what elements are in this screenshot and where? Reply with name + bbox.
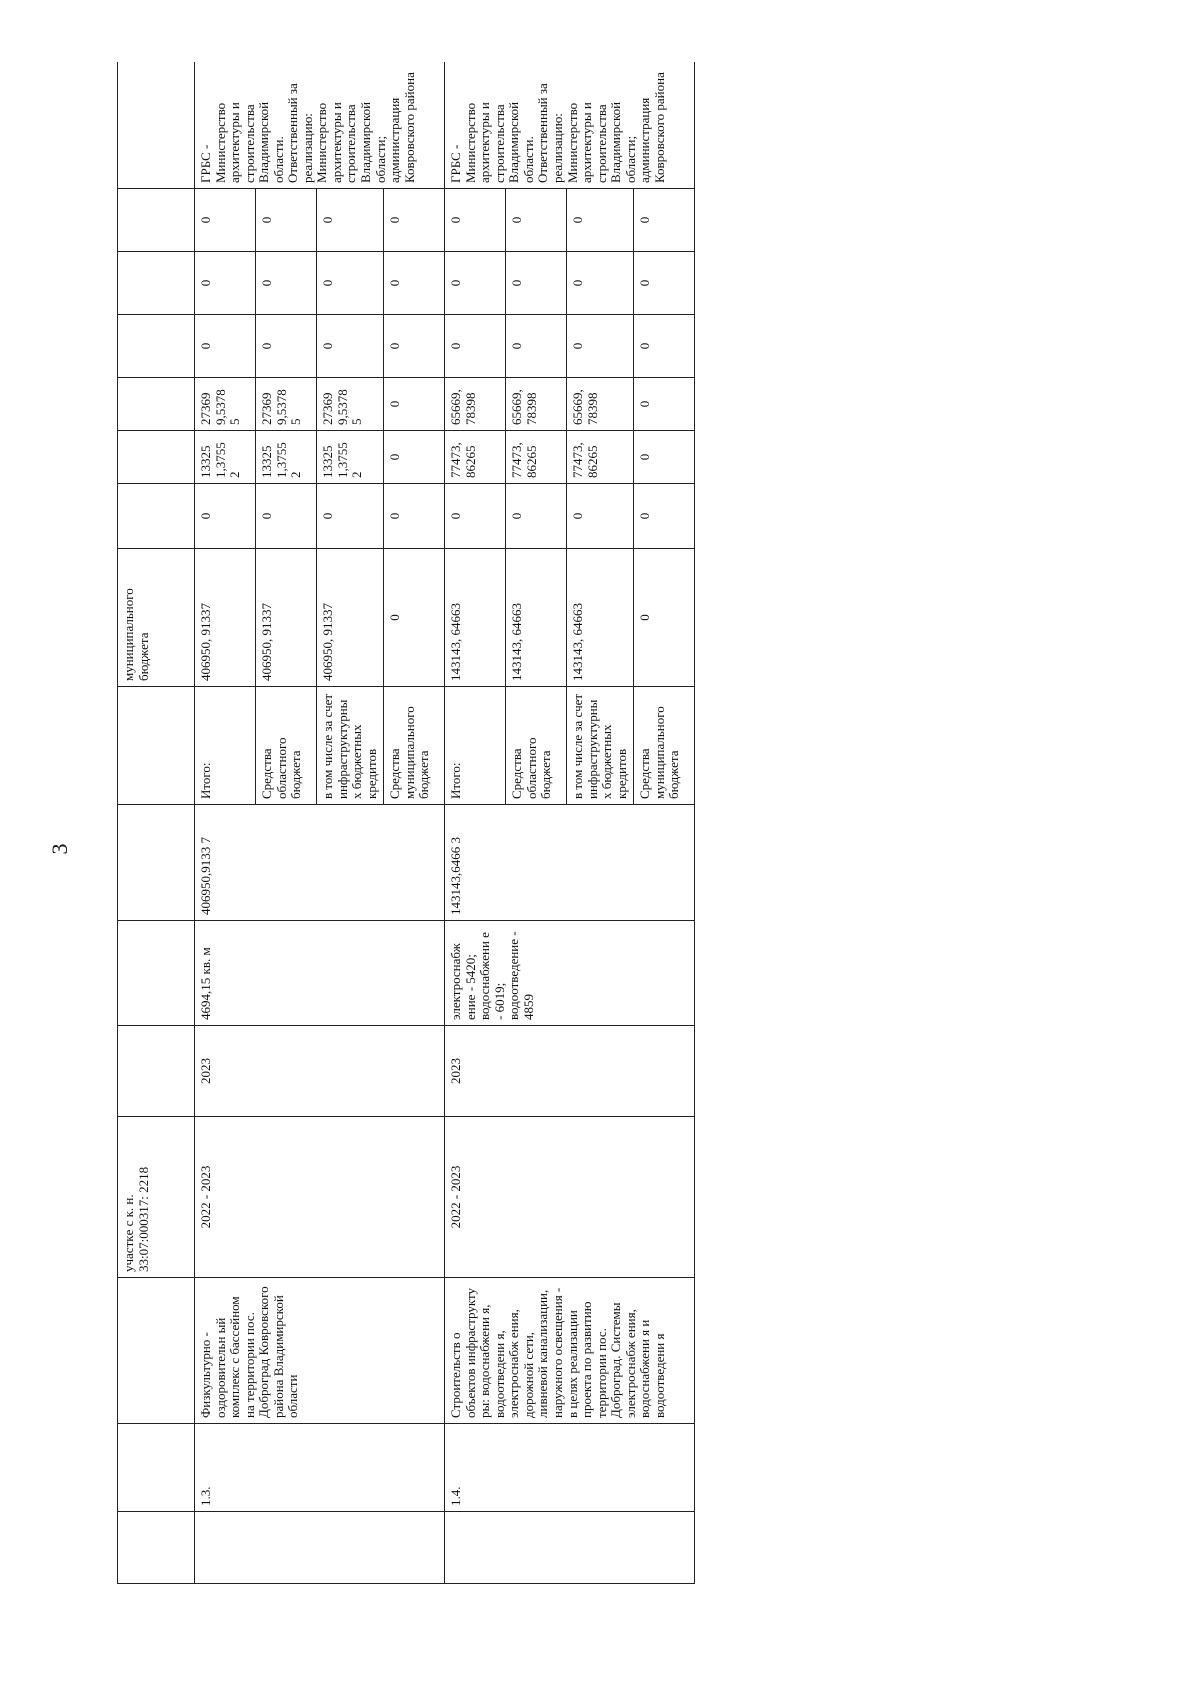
value-2021: 0 <box>445 484 506 549</box>
value-2023: 0 <box>634 378 695 431</box>
table-row <box>445 62 506 1584</box>
object-name: Физкультурно - оздоровительн ый комплекс с бассейном на территории пос. Доброград Ковровского района Владимирской области <box>195 1278 445 1424</box>
table-cell <box>118 315 195 378</box>
value-2024: 0 <box>506 315 567 378</box>
location-cell: участкe с к. н. 33:07:000317: 2218 <box>118 1117 195 1278</box>
table-cell <box>118 484 195 549</box>
value-2023: 65669, 78398 <box>567 378 634 431</box>
value-2022: 13325 1,3755 2 <box>195 431 256 484</box>
period-cell: 2022 - 2023 <box>195 1117 445 1278</box>
value-2024: 0 <box>195 315 256 378</box>
value-2021: 0 <box>634 484 695 549</box>
value-2026: 0 <box>567 189 634 252</box>
header-continuation-row <box>118 62 195 1584</box>
cost-cell: 406950,9133 7 <box>195 805 445 921</box>
value-2021: 0 <box>195 484 256 549</box>
value-2024: 0 <box>567 315 634 378</box>
spacer-cell <box>195 1512 445 1584</box>
program-table <box>117 62 695 1584</box>
value-2024: 0 <box>256 315 317 378</box>
value-2024: 0 <box>445 315 506 378</box>
value-2026: 0 <box>506 189 567 252</box>
rotated-table-container <box>117 62 1090 1584</box>
year-cell: 2023 <box>445 1026 695 1117</box>
total-value: 143143, 64663 <box>445 549 506 687</box>
value-2023: 27369 9,5378 5 <box>256 378 317 431</box>
capacity-cell: 4694,15 кв. м <box>195 921 445 1026</box>
table-cell <box>118 252 195 315</box>
value-2022: 77473, 86265 <box>567 431 634 484</box>
value-2025: 0 <box>506 252 567 315</box>
value-2021: 0 <box>567 484 634 549</box>
value-2023: 27369 9,5378 5 <box>195 378 256 431</box>
source-label: Средства муниципального бюджета <box>384 687 445 805</box>
source-label: Итого: <box>445 687 506 805</box>
total-value: 406950, 91337 <box>317 549 384 687</box>
value-2026: 0 <box>256 189 317 252</box>
spacer-cell <box>445 1512 695 1584</box>
source-label: в том числе за счет инфраструктурны х бюджетных кредитов <box>567 687 634 805</box>
table-cell <box>118 378 195 431</box>
value-2025: 0 <box>634 252 695 315</box>
table-cell <box>118 1512 195 1584</box>
value-2021: 0 <box>256 484 317 549</box>
table-cell <box>118 62 195 189</box>
value-2026: 0 <box>445 189 506 252</box>
value-2021: 0 <box>506 484 567 549</box>
cost-cell: 143143,6466 3 <box>445 805 695 921</box>
value-2026: 0 <box>317 189 384 252</box>
period-cell: 2022 - 2023 <box>445 1117 695 1278</box>
value-2025: 0 <box>256 252 317 315</box>
value-2021: 0 <box>317 484 384 549</box>
value-2025: 0 <box>195 252 256 315</box>
table-cell <box>118 189 195 252</box>
total-value: 0 <box>634 549 695 687</box>
value-2026: 0 <box>384 189 445 252</box>
source-label: Средства муниципального бюджета <box>634 687 695 805</box>
source-label: Средства областного бюджета <box>256 687 317 805</box>
total-value: 0 <box>384 549 445 687</box>
table-row <box>195 62 256 1584</box>
value-2022: 77473, 86265 <box>506 431 567 484</box>
source-label: в том числе за счет инфраструктурны х бюджетных кредитов <box>317 687 384 805</box>
capacity-cell: электроснабж ение - 5420; водоснабжени е - 6019; водоотведение - 4859 <box>445 921 695 1026</box>
value-2022: 0 <box>384 431 445 484</box>
value-2025: 0 <box>445 252 506 315</box>
table-cell <box>118 1424 195 1512</box>
value-2026: 0 <box>634 189 695 252</box>
row-number: 1.4. <box>445 1424 695 1512</box>
value-2022: 77473, 86265 <box>445 431 506 484</box>
table-cell <box>118 687 195 805</box>
source-label: Средства областного бюджета <box>506 687 567 805</box>
table-cell <box>118 921 195 1026</box>
total-value: 143143, 64663 <box>567 549 634 687</box>
year-cell: 2023 <box>195 1026 445 1117</box>
object-name: Строительств о объектов инфраструкту ры: водоснабжени я, водоотведени я, электроснабж ения, дорожной сети, ливневой канализации, наружного освещения - в целях реализации проекта по развитию территории пос. Доброград. Системы электроснабж ения, водоснабжени я и водоотведени я <box>445 1278 695 1424</box>
value-2022: 13325 1,3755 2 <box>317 431 384 484</box>
total-value: 143143, 64663 <box>506 549 567 687</box>
value-2025: 0 <box>384 252 445 315</box>
value-2023: 27369 9,5378 5 <box>317 378 384 431</box>
value-2023: 0 <box>384 378 445 431</box>
table-cell <box>118 431 195 484</box>
table-cell <box>118 805 195 921</box>
value-2023: 65669, 78398 <box>445 378 506 431</box>
page-number: 3 <box>47 843 72 855</box>
value-2022: 0 <box>634 431 695 484</box>
value-2024: 0 <box>317 315 384 378</box>
value-2025: 0 <box>317 252 384 315</box>
table-cell <box>118 1026 195 1117</box>
value-2021: 0 <box>384 484 445 549</box>
table-cell <box>118 1278 195 1424</box>
grbs-cell: ГРБС - Министерство архитектуры и строительства Владимирской области. Ответственный за реализацию: Министерство архитектуры и строительства Владимирской области; администрация Ковровского района <box>195 62 445 189</box>
grbs-cell: ГРБС - Министерство архитектуры и строительства Владимирской области. Ответственный за реализацию: Министерство архитектуры и строительства Владимирской области; администрация Ковровского района <box>445 62 695 189</box>
source-label: Итого: <box>195 687 256 805</box>
value-2022: 13325 1,3755 2 <box>256 431 317 484</box>
row-number: 1.3. <box>195 1424 445 1512</box>
value-2024: 0 <box>634 315 695 378</box>
total-value: 406950, 91337 <box>195 549 256 687</box>
value-2024: 0 <box>384 315 445 378</box>
source-cell: муниципального бюджета <box>118 549 195 687</box>
value-2026: 0 <box>195 189 256 252</box>
total-value: 406950, 91337 <box>256 549 317 687</box>
value-2025: 0 <box>567 252 634 315</box>
value-2023: 65669, 78398 <box>506 378 567 431</box>
